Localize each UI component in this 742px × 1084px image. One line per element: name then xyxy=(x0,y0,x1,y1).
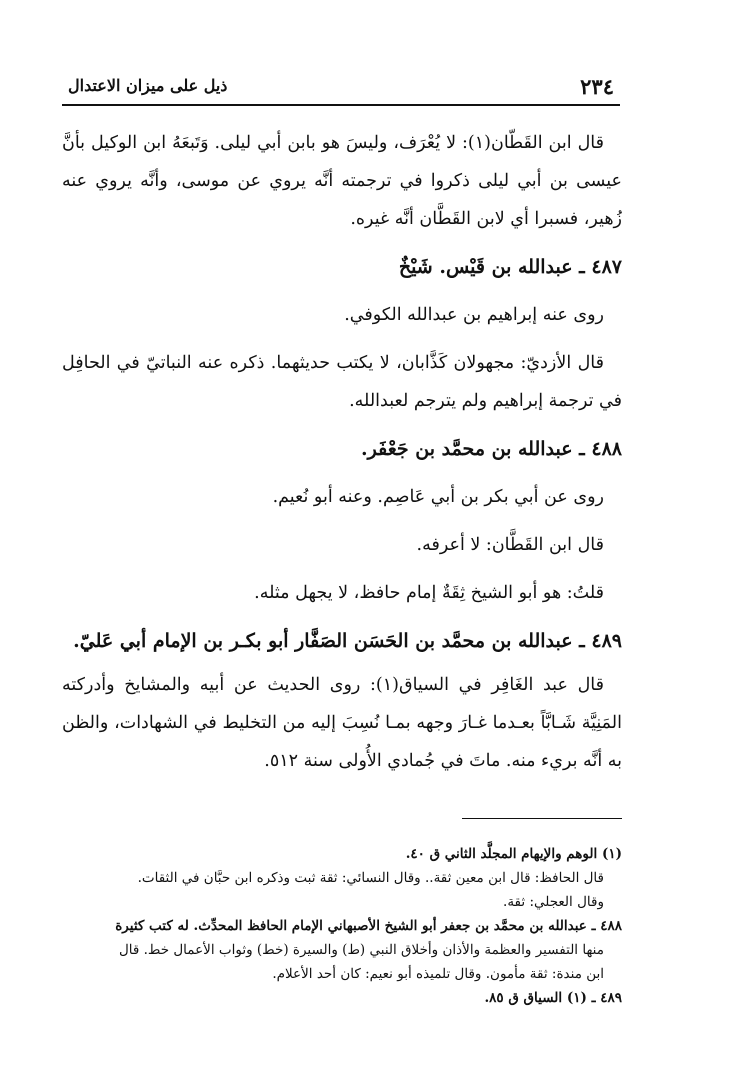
entry-488-heading: ٤٨٨ ـ عبدالله بن محمَّد بن جَعْفَر. xyxy=(361,438,622,460)
paragraph-azdi: قال الأزديّ: مجهولان كَذَّابان، لا يكتب حديثهما. ذكره عنه النباتيّ في الحافِل في ترجمة إبراهيم ولم يترجم لعبدالله. xyxy=(62,353,622,411)
footnote-489: ٤٨٩ ـ (١) السياق ق ٨٥. xyxy=(484,990,622,1006)
main-text xyxy=(62,124,622,790)
footnote-separator xyxy=(462,818,622,819)
paragraph-narrators-487: روى عنه إبراهيم بن عبدالله الكوفي. xyxy=(344,305,604,325)
paragraph-narrators-488: روى عن أبي بكر بن أبي عَاصِم. وعنه أبو نُعيم. xyxy=(272,487,604,507)
footnote-line: وقال العجلي: ثقة. xyxy=(503,894,604,910)
paragraph-comment-488: قلتُ: هو أبو الشيخ ثِقَةٌ إمام حافظ، لا يجهل مثله. xyxy=(254,583,604,603)
entry-489-heading: ٤٨٩ ـ عبدالله بن محمَّد بن الحَسَن الصَفَّار أبو بكـر بن الإمام أبي عَليّ. xyxy=(73,630,622,652)
footnote-1: (١) الوهم والإيهام المجلَّد الثاني ق ٤٠. xyxy=(405,846,622,862)
footnote-488: ٤٨٨ ـ عبدالله بن محمَّد بن جعفر أبو الشيخ الأصبهاني الإمام الحافظ المحدِّث. له كتب كثيرة xyxy=(115,918,622,934)
paragraph-qattan-488: قال ابن القَطَّان: لا أعرفه. xyxy=(416,535,604,555)
footnotes xyxy=(62,842,622,1010)
running-title: ذيل على ميزان الاعتدال xyxy=(68,76,228,95)
entry-487-heading: ٤٨٧ ـ عبدالله بن قَيْس. شَيْخٌ xyxy=(398,256,622,278)
paragraph-ibn-qattan: قال ابن القَطّان(١): لا يُعْرَف، وليسَ هو بابن أبي ليلى. وَتَبعَهُ ابن الوكيل بأنَّ عيسى بن أبي ليلى ذكروا في ترجمته أنَّه يروي عن موسى، وأنَّه يروي عنه زُهير، فسبرا أي لابن القَطَّان أنَّه غيره. xyxy=(62,133,622,229)
paragraph-abd-al-ghafir: قال عبد الغَافِر في السياق(١): روى الحديث عن أبيه والمشايخ وأدركته المَنِيَّة شَـابَّاً بعـدما غـارَ وجهه بمـا نُسِبَ إليه من التخليط في الشهادات، والظن به أنَّه بريء منه. ماتَ في جُمادي الأُولى سنة ٥١٢. xyxy=(62,675,622,771)
footnote-line: قال الحافظ: قال ابن معين ثقة.. وقال النسائي: ثقة ثبت وذكره ابن حبَّان في الثقات. xyxy=(137,870,604,886)
footnote-line: منها التفسير والعظمة والأذان وأخلاق النبي (ط) والسيرة (خط) وثواب الأعمال خط. قال xyxy=(118,942,604,958)
footnote-line: ابن مندة: ثقة مأمون. وقال تلميذه أبو نعيم: كان أحد الأعلام. xyxy=(272,966,604,982)
page-number: ٢٣٤ xyxy=(580,74,614,99)
page-header xyxy=(62,74,620,106)
